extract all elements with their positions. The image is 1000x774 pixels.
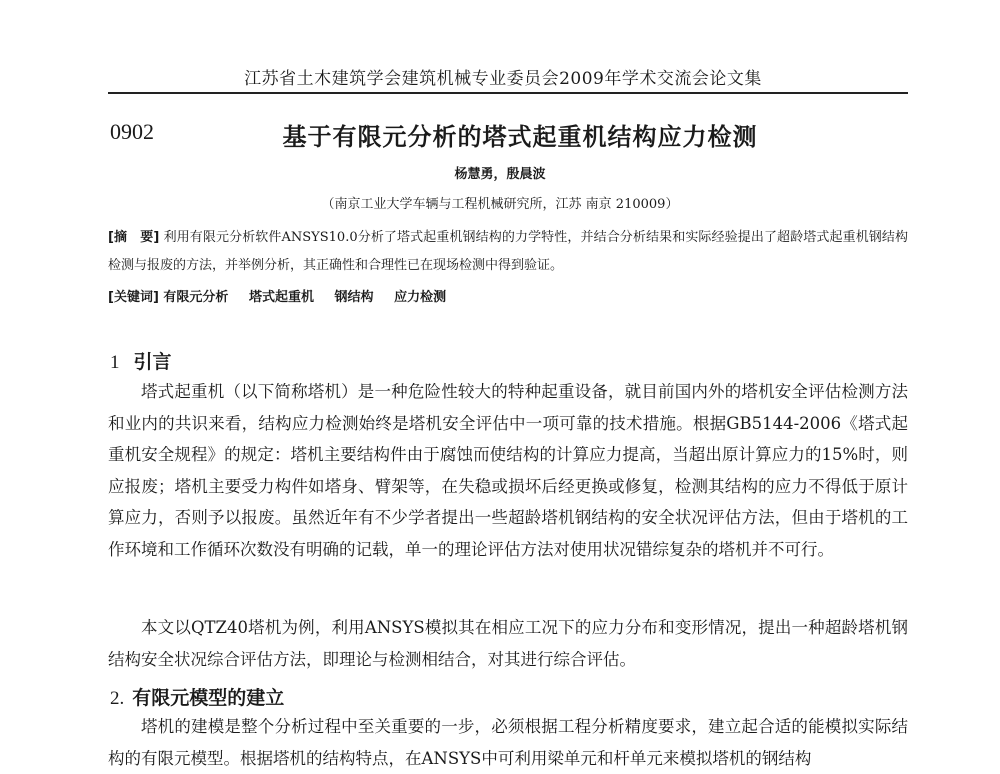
body-paragraph: 塔式起重机（以下简称塔机）是一种危险性较大的特种起重设备，就目前国内外的塔机安全评估检测方法和业内的共识来看，结构应力检测始终是塔机安全评估中一项可靠的技术措施。根据GB5144-2006《塔式起重机安全规程》的规定：塔机主要结构件由于腐蚀而使结构的计算应力提高，当超出原计算应力的15%时，则应报废；塔机主要受力构件如塔身、臂架等，在失稳或损坏后经更换或修复，检测其结构的应力不得低于原计算应力，否则予以报废。虽然近年有不少学者提出一些超龄塔机钢结构的安全状况评估方法，但由于塔机的工作环境和工作循环次数没有明确的记载，单一的理论评估方法对使用状况错综复杂的塔机并不可行。 xyxy=(108,382,908,559)
keyword: 塔式起重机 xyxy=(248,290,314,305)
keyword: 钢结构 xyxy=(334,290,374,305)
keyword: 应力检测 xyxy=(394,290,447,305)
section-title: 引言 xyxy=(133,351,172,373)
authors: 杨慧勇，殷晨波 xyxy=(454,167,546,182)
paper-title: 基于有限元分析的塔式起重机结构应力检测 xyxy=(282,123,758,151)
keyword: 有限元分析 xyxy=(163,290,229,305)
proceedings-header: 江苏省土木建筑学会建筑机械专业委员会2009年学术交流会论文集 xyxy=(244,69,762,89)
paper-number: 0902 xyxy=(110,119,154,144)
body-paragraph: 本文以QTZ40塔机为例，利用ANSYS模拟其在相应工况下的应力分布和变形情况，提出一种超龄塔机钢结构安全状况综合评估方法，即理论与检测相结合，对其进行综合评估。 xyxy=(108,618,908,669)
keywords-label: [关键词] xyxy=(108,290,159,305)
abstract-text: 利用有限元分析软件ANSYS10.0分析了塔式起重机钢结构的力学特性，并结合分析结果和实际经验提出了超龄塔式起重机钢结构检测与报废的方法，并举例分析，其正确性和合理性已在现场检测中得到验证。 xyxy=(108,230,909,273)
abstract-label: [摘 要] xyxy=(108,230,160,245)
section-heading xyxy=(110,683,284,710)
keywords xyxy=(108,286,908,305)
section-number: 1 xyxy=(110,352,120,373)
affiliation: （南京工业大学车辆与工程机械研究所，江苏 南京 210009） xyxy=(321,197,679,212)
section-heading xyxy=(110,347,172,374)
header-rule xyxy=(108,92,908,94)
section-number: 2. xyxy=(110,688,125,709)
body-paragraph: 塔机的建模是整个分析过程中至关重要的一步，必须根据工程分析精度要求，建立起合适的能模拟实际结构的有限元模型。根据塔机的结构特点，在ANSYS中可利用梁单元和杆单元来模拟塔机的钢结构 xyxy=(108,717,908,768)
abstract xyxy=(108,224,908,280)
section-title: 有限元模型的建立 xyxy=(132,687,285,709)
